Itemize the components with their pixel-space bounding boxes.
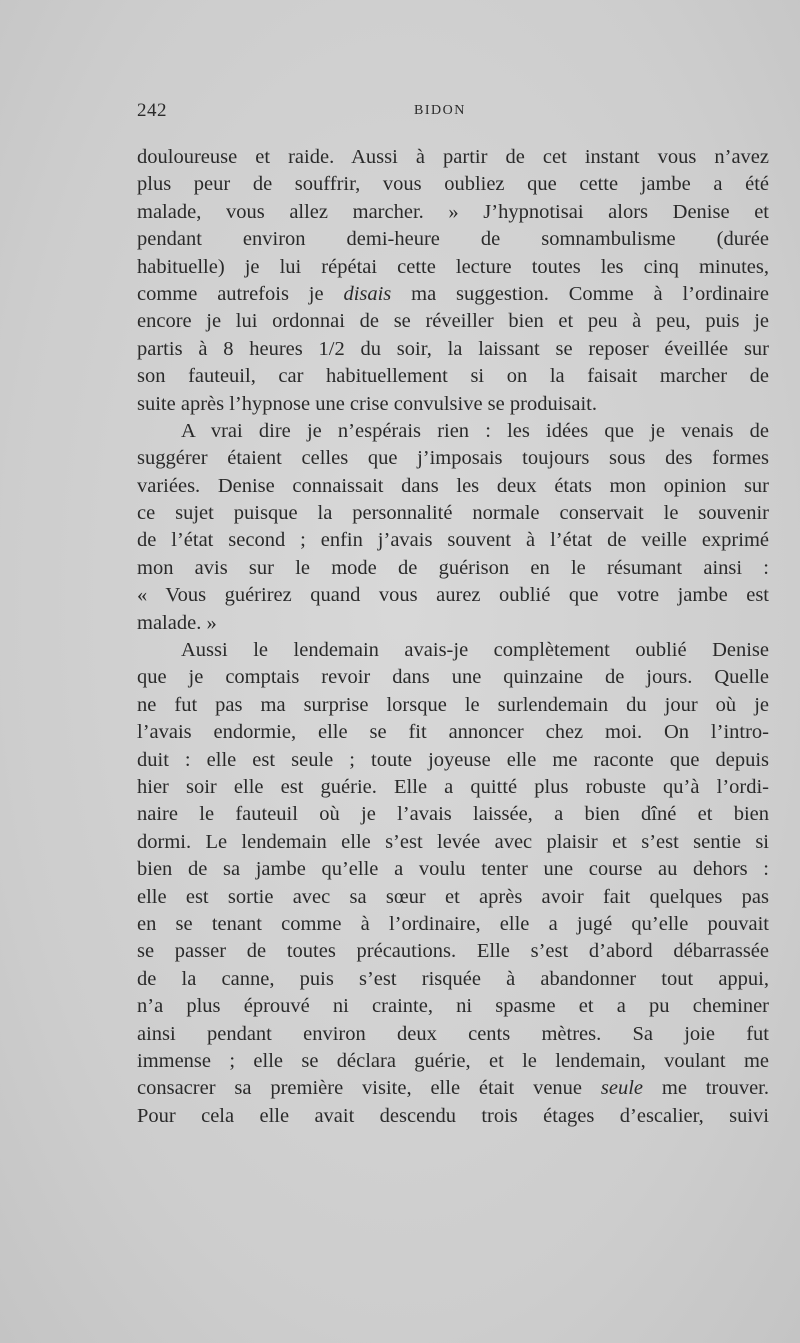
line-text: pendant environ demi-heure de somnambulisme (durée <box>137 228 769 251</box>
text-line <box>137 226 769 253</box>
line-text: ne fut pas ma surprise lorsque le surlendemain du jour où je <box>137 693 769 716</box>
line-text: naire le fauteuil où je l’avais laissée, a bien dîné et bien <box>137 803 769 826</box>
text-line <box>137 747 769 774</box>
text-line <box>137 391 769 418</box>
line-text: n’a plus éprouvé ni crainte, ni spasme et a pu cheminer <box>137 995 769 1018</box>
text-line <box>137 610 769 637</box>
line-text: ainsi pendant environ deux cents mètres. Sa joie fut <box>137 1022 769 1045</box>
text-line <box>137 829 769 856</box>
text-line <box>137 1048 769 1075</box>
text-line <box>137 719 769 746</box>
text-line <box>137 692 769 719</box>
text-line <box>137 144 769 171</box>
italic-word: disais <box>343 282 392 305</box>
line-text: variées. Denise connaissait dans les deux états mon opinion sur <box>137 474 769 497</box>
italic-word: seule <box>600 1077 644 1100</box>
line-text: partis à 8 heures 1/2 du soir, la laissant se reposer éveillée sur <box>137 337 769 360</box>
text-line <box>137 637 769 664</box>
text-line <box>137 281 769 308</box>
line-text: elle est sortie avec sa sœur et après avoir fait quelques pas <box>137 885 769 908</box>
text-line <box>137 363 769 390</box>
text-line <box>137 801 769 828</box>
line-text: plus peur de souffrir, vous oubliez que cette jambe a été <box>137 173 769 196</box>
line-text: malade. » <box>137 611 217 634</box>
text-line <box>137 555 769 582</box>
line-text: mon avis sur le mode de guérison en le résumant ainsi : <box>137 556 769 579</box>
line-text: encore je lui ordonnai de se réveiller bien et peu à peu, puis je <box>137 310 769 333</box>
line-text: Pour cela elle avait descendu trois étages d’escalier, suivi <box>137 1104 769 1127</box>
line-text: suite après l’hypnose une crise convulsive se produisait. <box>137 392 597 415</box>
text-line <box>137 774 769 801</box>
text-line <box>137 445 769 472</box>
text-line <box>137 993 769 1020</box>
line-text: suggérer étaient celles que j’imposais toujours sous des formes <box>137 447 769 470</box>
text-line <box>137 418 769 445</box>
line-text: de l’état second ; enfin j’avais souvent à l’état de veille exprimé <box>137 529 769 552</box>
text-line <box>137 664 769 691</box>
line-text: immense ; elle se déclara guérie, et le lendemain, voulant me <box>137 1049 769 1072</box>
text-line <box>137 1075 769 1102</box>
line-text: bien de sa jambe qu’elle a voulu tenter une course au dehors : <box>137 858 769 881</box>
line-text: consacrer sa première visite, elle était venue <box>137 1077 601 1100</box>
text-line <box>137 336 769 363</box>
line-text: A vrai dire je n’espérais rien : les idées que je venais de <box>181 419 769 442</box>
text-line <box>137 966 769 993</box>
line-text: duit : elle est seule ; toute joyeuse elle me raconte que depuis <box>137 748 769 771</box>
line-text: dormi. Le lendemain elle s’est levée avec plaisir et s’est sentie si <box>137 830 769 853</box>
line-text: se passer de toutes précautions. Elle s’est d’abord débarrassée <box>137 940 769 963</box>
page-number: 242 <box>137 100 167 121</box>
line-text: Aussi le lendemain avais-je complètement oublié Denise <box>181 639 769 662</box>
text-line <box>137 856 769 883</box>
text-line <box>137 911 769 938</box>
text-line <box>137 171 769 198</box>
line-text: son fauteuil, car habituellement si on la faisait marcher de <box>137 365 769 388</box>
text-line <box>137 527 769 554</box>
line-text: hier soir elle est guérie. Elle a quitté plus robuste qu’à l’ordi- <box>137 775 769 798</box>
text-line <box>137 938 769 965</box>
text-line <box>137 473 769 500</box>
line-text: que je comptais revoir dans une quinzaine de jours. Quelle <box>137 666 769 689</box>
line-text: en se tenant comme à l’ordinaire, elle a jugé qu’elle pouvait <box>137 912 769 935</box>
line-text: de la canne, puis s’est risquée à abandonner tout appui, <box>137 967 769 990</box>
line-text: habituelle) je lui répétai cette lecture toutes les cinq minutes, <box>137 255 769 278</box>
text-line <box>137 500 769 527</box>
text-line <box>137 199 769 226</box>
line-text: malade, vous allez marcher. » J’hypnotisai alors Denise et <box>137 200 769 223</box>
text-line <box>137 1021 769 1048</box>
text-line <box>137 582 769 609</box>
line-text: ce sujet puisque la personnalité normale conservait le souvenir <box>137 502 769 525</box>
body-text <box>137 144 769 1130</box>
line-text: douloureuse et raide. Aussi à partir de cet instant vous n’avez <box>137 146 769 168</box>
text-line <box>137 1103 769 1130</box>
line-text: ma suggestion. Comme à l’ordinaire <box>391 282 769 305</box>
text-line <box>137 254 769 281</box>
line-text: comme autrefois je <box>137 282 344 305</box>
text-line <box>137 884 769 911</box>
text-line <box>137 308 769 335</box>
line-text: « Vous guérirez quand vous aurez oublié que votre jambe est <box>137 584 769 607</box>
running-title: BIDON <box>414 103 466 118</box>
line-text: l’avais endormie, elle se fit annoncer chez moi. On l’intro- <box>137 721 769 744</box>
line-text: me trouver. <box>643 1077 769 1100</box>
page-header <box>137 100 767 126</box>
